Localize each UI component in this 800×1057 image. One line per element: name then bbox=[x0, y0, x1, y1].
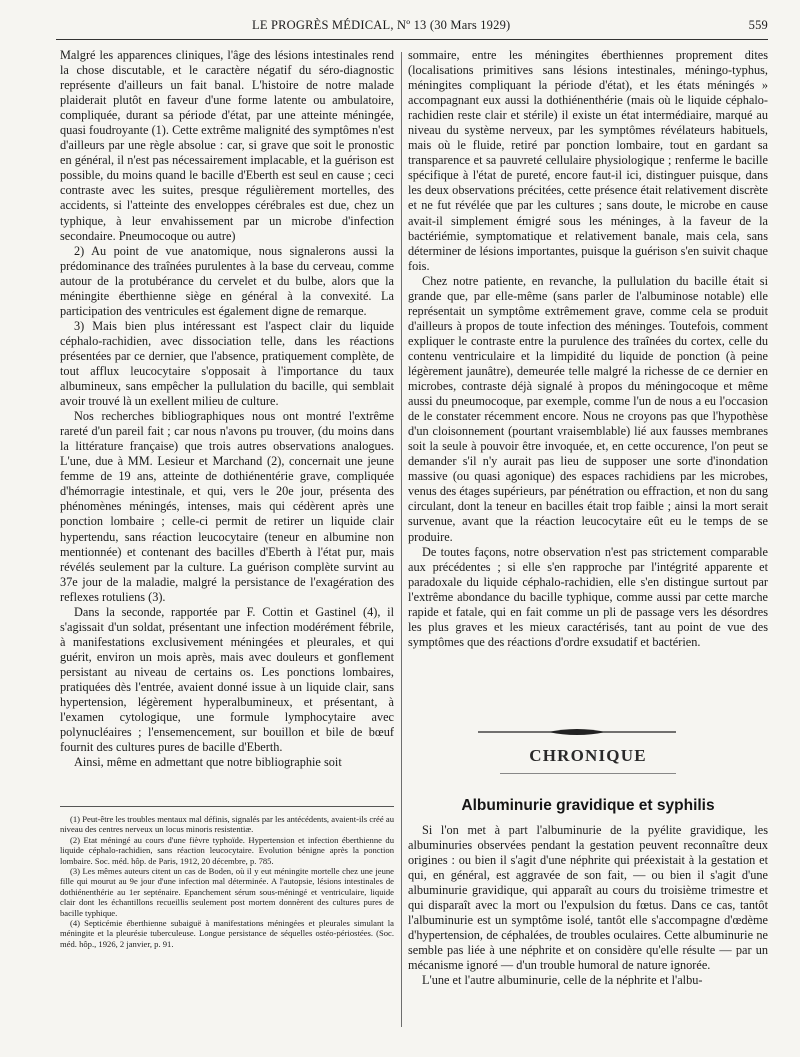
page-number: 559 bbox=[748, 18, 768, 32]
left-column bbox=[60, 48, 394, 770]
paragraph: 3) Mais bien plus intéressant est l'aspect clair du liquide céphalo-rachidien, avec dissociation telle, dans les réactions présentées par ce dernier, que l'absence, pratiquement complète, de tout afflux leucocytaire s'opposait à l'importance du taux albumineux, sans empêcher la pullulation du bacille, qui semblait avoir trouvé là un exellent milieu de culture. bbox=[60, 318, 394, 409]
running-header bbox=[56, 16, 768, 38]
footnote: (3) Les mêmes auteurs citent un cas de Boden, où il y eut méningite mortelle chez une jeune fille qui mourut au 9e jour d'une infection mal déterminée. A l'autopsie, lésions intestinales de dothiénenthérie au 1er septénaire. Epanchement sérum sous-méningé et ventriculaire, liquide clair dont les échantillons recueillis seulement post mortem donnèrent des cultures pures de bacille typhique. bbox=[60, 866, 394, 918]
paragraph: 2) Au point de vue anatomique, nous signalerons aussi la prédominance des traînées purulentes à la base du cerveau, comme autour de la protubérance du cervelet et du bulbe, alors que la méningite éberthienne siège en général à la convexité. La participation des ventricules est également digne de remarque. bbox=[60, 243, 394, 318]
header-rule bbox=[56, 39, 768, 40]
paragraph: sommaire, entre les méningites éberthiennes proprement dites (localisations primitives sans lésions intestinales, méningo-typhus, méningites compliquant la période d'état), et les états méningés » accompagnant eux aussi la dothiénenthérie (mais où le liquide céphalo-rachidien reste clair et stérile) il existe un état intermédiaire, marqué au niveau du système nerveux, par les symptômes révélateurs habituels, mais où le fluide, retiré par ponction lombaire, tout en gardant sa transparence et sa pauvreté cellulaire physiologique ; renferme le bacille spécifique à l'état de pureté, encore faut-il ici, distinguer puisque, dans les deux observations précitées, cette présence était relativement discrète et ne fut révélée que par les cultures ; sans doute, le microbe en cause avait-il simplement émigré sous les méninges, à la faveur de la bactériémie, symptomatique et relativement banale, mais cela, sans déterminer de lésions importantes, puisque la guérison s'en suivit chaque fois. bbox=[408, 48, 768, 273]
paragraph: L'une et l'autre albuminurie, celle de la néphrite et l'albu- bbox=[422, 973, 703, 988]
paragraph: Chez notre patiente, en revanche, la pullulation du bacille était si grande que, par elle-même (sans parler de l'albuminose notable) elle représentait un symptôme extrêmement grave, comme cela se produit d'ailleurs à propos de toute infection des méninges. Toutefois, comment expliquer le contraste entre la purulence des traînées du cortex, celle du contenu ventriculaire et la limpidité du liquide de ponction (à peine légèrement jaunâtre), demeurée telle malgré la richesse de ce dernier en microbes, contraste déjà signalé à propos du méningocoque et même aussi du pneumocoque, par exemple, comme l'un de nous a eu l'occasion de le constater récemment encore. Nous ne croyons pas que l'hypothèse d'un cloisonnement (pourtant vraisemblable) lié aux fausses membranes soit la seule à pouvoir être invoquée, et, en cette occurence, l'on peut se demander s'il n'y aurait pas lieu de supposer une sorte d'inondation massive (ou quasi agonique) des espaces rachidiens par les microbes, venus des étages supérieurs, par pénétration ou effraction, et non du sang circulant, dont la teneur en bacilles était trop faible ; ainsi la mort serait survenue, avant que la réaction leucocytaire eût eu le temps de se produire. bbox=[408, 273, 768, 544]
paragraph: Dans la seconde, rapportée par F. Cottin et Gastinel (4), il s'agissait d'un soldat, présentant une infection modérément fébrile, à manifestations exclusivement méningées et pleurales, et qui guérit, environ un mois après, mais avec douleurs et gonflement persistant au niveau de certains os. Les ponctions lombaires, pratiquées dès l'entrée, avaient donné issue à un liquide clair, sans hypertension, légèrement hyperalbumineux, et présentant, à l'examen cytologique, une formule lymphocytaire avec polynucléaires ; l'ensemencement, sur bouillon et bile de bœuf fournit des cultures pures de bacille d'Eberth. bbox=[60, 604, 394, 755]
paragraph: Si l'on met à part l'albuminurie de la pyélite gravidique, les albuminuries observées pendant la gestation peuvent reconnaître deux origines : ou bien il s'agit d'une néphrite qui préexistait à la gestation et qui, en général, est aggravée de son fait, — ou bien il s'agit d'une albuminurie gravidique, qui apparaît au cours du troisième trimestre et qui disparaît avec la mort ou l'expulsion du fœtus. Dans ce cas, tantôt l'albuminurie est un symptôme isolé, tantôt elle s'accompagne d'œdème d'hypertension, de céphalées, de troubles oculaires. Cette albuminurie ne semble pas liée à une néphrite et on considère qu'elle résulte — par un mécanisme ignoré — d'un trouble humoral de nature ignorée. bbox=[408, 823, 768, 973]
paragraph: Malgré les apparences cliniques, l'âge des lésions intestinales rend la chose discutable, et le caractère négatif du séro-diagnostic représente d'ailleurs un fait banal. L'histoire de notre malade plaiderait plutôt en faveur d'une forme latente ou ambulatoire, compliquée, durant sa période d'état, par une atteinte méningée, quasi foudroyante (1). Cette extrême malignité des symptômes n'est d'ailleurs par une règle absolue : car, si grave que soit le pronostic en général, il n'est pas nécessairement implacable, et la guérison est possible, du moins quand le bacille d'Eberth est seul en cause ; ceci contraste avec les suites, presque régulièrement mortelles, des accidents, si l'atteinte des enveloppes cérébrales est due, chez un typhique, à leur envahissement par un microbe d'infection secondaire. Pneumocoque ou autre) bbox=[60, 48, 394, 243]
paragraph: Ainsi, même en admettant que notre bibliographie soit bbox=[74, 755, 342, 770]
article-body bbox=[408, 823, 768, 989]
section-heading-rule bbox=[500, 773, 676, 774]
footnote-separator bbox=[60, 806, 394, 807]
journal-title: LE PROGRÈS MÉDICAL, Nº 13 (30 Mars 1929) bbox=[252, 18, 511, 32]
footnote: (4) Septicémie éberthienne subaiguë à manifestations méningées et pleurales simulant la méningite et la pleurésie tuberculeuse. Longue persistance de séquelles ostéo-périostées. (Soc. méd. hôp., 1926, 2 janvier, p. 91. bbox=[60, 918, 394, 949]
right-column bbox=[408, 48, 768, 650]
paragraph: Nos recherches bibliographiques nous ont montré l'extrême rareté d'un pareil fait ; car nous n'avons pu trouver, (du moins dans la littérature française) que trois autres observations analogues. L'une, due à MM. Lesieur et Marchand (2), concernait une jeune femme de 19 ans, atteinte de dothiénentérie grave, compliquée d'hémorragie intestinale, et qui, vers le 20e jour, présenta des phénomènes méningés, intenses, mais qui cédèrent après une ponction lombaire ; celle-ci permit de retirer un liquide clair hypertendu, sans réaction leucocytaire (teneur en albumine non mentionnée) et contenant des bacilles d'Eberth à l'état pur, mais révélés seulement par la culture. La guérison complète survint au 37e jour de la maladie, malgré la persistance de l'exagération des reflexes rotuliens (3). bbox=[60, 409, 394, 604]
section-heading: CHRONIQUE bbox=[529, 746, 647, 765]
column-divider bbox=[401, 52, 402, 1027]
footnote: (1) Peut-être les troubles mentaux mal définis, signalés par les antécédents, avaient-ils créé au niveau des centres nerveux un locus minoris resistentiæ. bbox=[60, 814, 394, 835]
section-ornament bbox=[478, 727, 676, 737]
footnote: (2) Etat méningé au cours d'une fièvre typhoïde. Hypertension et infection éberthienne du liquide céphalo-rachidien, sans réaction leucocytaire. Evolution bénigne après la ponction lombaire. Soc. méd. hôp. de Paris, 1912, 20 décembre, p. 785. bbox=[60, 834, 394, 866]
footnotes bbox=[60, 814, 394, 949]
paragraph: De toutes façons, notre observation n'est pas strictement comparable aux précédentes ; si elle s'en rapproche par l'intégrité apparente et paradoxale du liquide céphalo-rachidien, elle s'en distingue surtout par l'extrême abondance du bacille typhique, comme aussi par cette marche rapide et fatale, qui en fait comme un pli de passage vers les désordres les plus graves et les mieux caractérisés, tant au point de vue des symptômes que des réactions d'ordre exsudatif et bactérien. bbox=[408, 544, 768, 649]
article-title: Albuminurie gravidique et syphilis bbox=[461, 797, 715, 814]
